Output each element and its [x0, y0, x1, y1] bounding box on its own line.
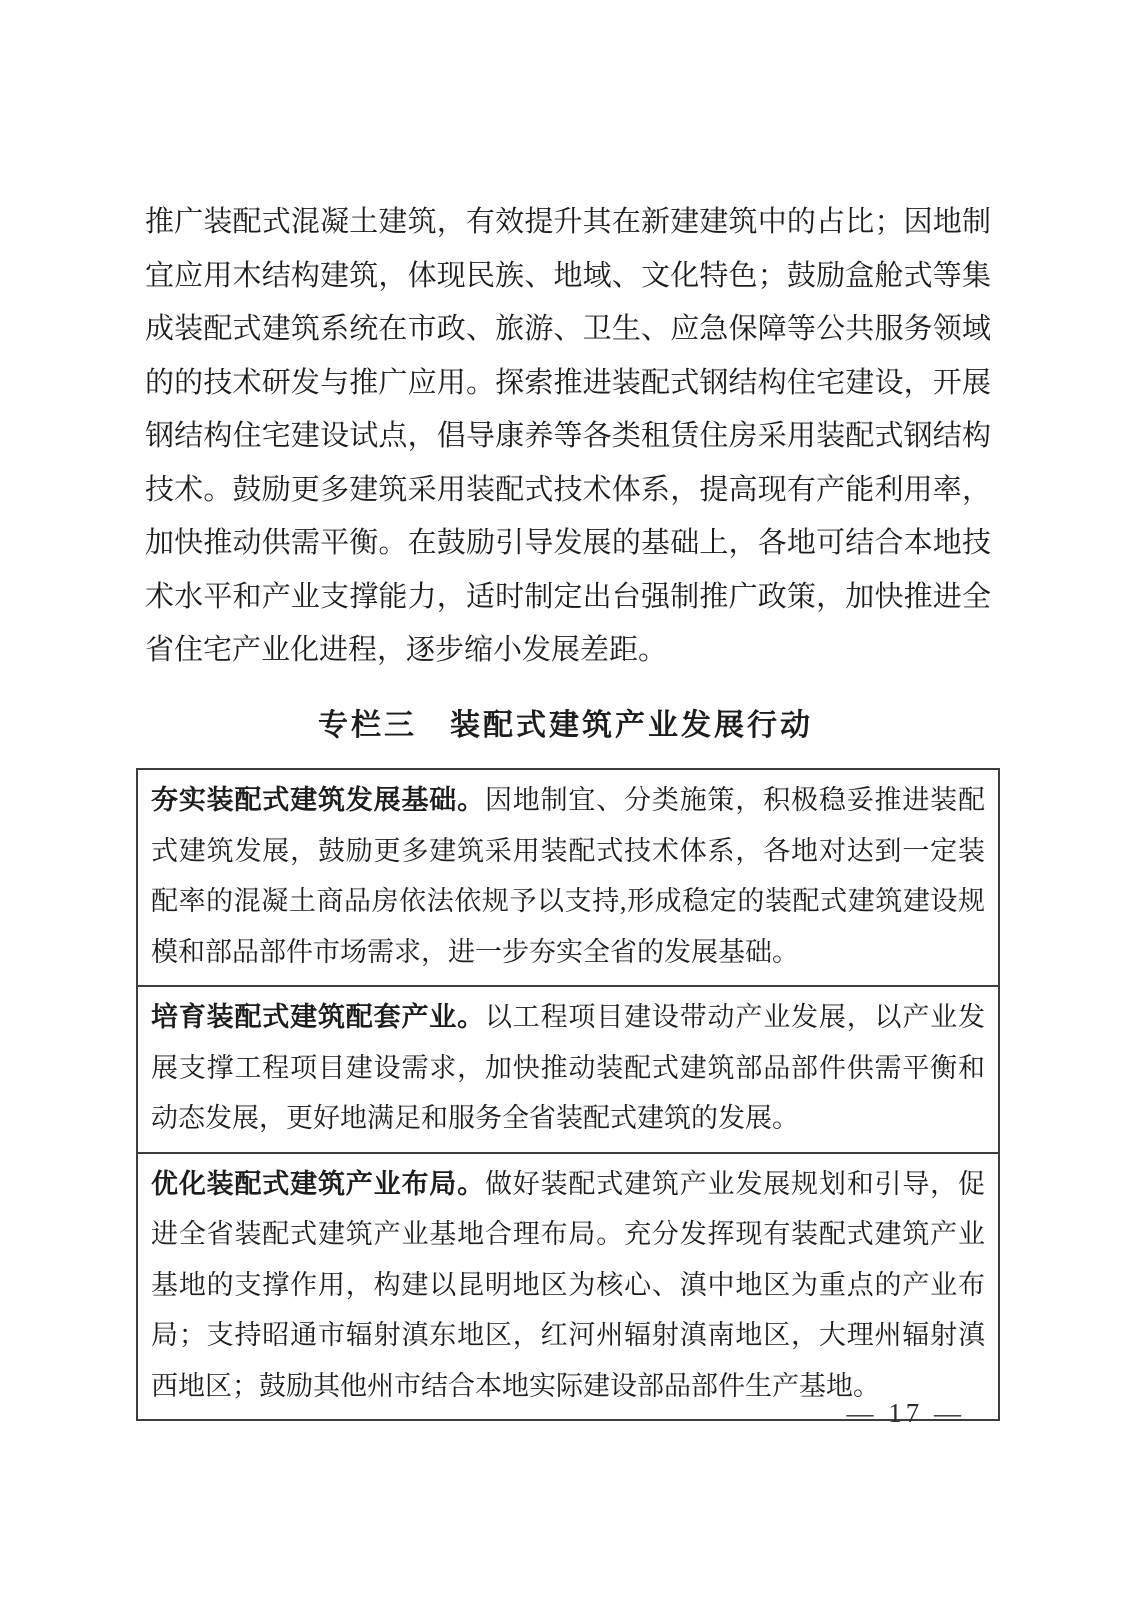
box-section-consolidate-foundation: [138, 770, 998, 987]
column-heading: 专栏三 装配式建筑产业发展行动: [318, 709, 813, 742]
section-lead: 夯实装配式建筑发展基础。: [151, 785, 485, 815]
section-text: 因地制宜、分类施策，积极稳妥推进装配式建筑发展，鼓励更多建筑采用装配式技术体系，各地对达到一定装配率的混凝土商品房依法依规予以支持,形成稳定的装配式建筑建设规模和部品部件市场需求，进一步夯实全省的发展基础。: [151, 785, 986, 967]
section-text: 以工程项目建设带动产业发展，以产业发展支撑工程项目建设需求，加快推动装配式建筑部品部件供需平衡和动态发展，更好地满足和服务全省装配式建筑的发展。: [151, 1002, 986, 1133]
box-section-optimize-industry-layout: [138, 1154, 998, 1420]
section-text: 做好装配式建筑产业发展规划和引导，促进全省装配式建筑产业基地合理布局。充分发挥现有装配式建筑产业基地的支撑作用，构建以昆明地区为核心、滇中地区为重点的产业布局；支持昭通市辐射滇东地区，红河州辐射滇南地区，大理州辐射滇西地区；鼓励其他州市结合本地实际建设部品部件生产基地。: [151, 1168, 986, 1401]
paragraph-line: 钢结构住宅建设试点，倡导康养等各类租赁住房采用装配式钢结构: [145, 420, 991, 452]
page-number: — 17 —: [846, 1398, 965, 1428]
paragraph-line: 省住宅产业化进程，逐步缩小发展差距。: [145, 634, 668, 666]
box-section-cultivate-supporting-industry: [138, 987, 998, 1154]
paragraph-line: 推广装配式混凝土建筑，有效提升其在新建建筑中的占比；因地制: [145, 206, 991, 238]
paragraph-line: 成装配式建筑系统在市政、旅游、卫生、应急保障等公共服务领域: [145, 313, 991, 345]
paragraph-line: 术水平和产业支撑能力，适时制定出台强制推广政策，加快推进全: [145, 580, 991, 613]
paragraph-line: 的的技术研发与推广应用。探索推进装配式钢结构住宅建设，开展: [145, 366, 991, 399]
paragraph-line: 宜应用木结构建筑，体现民族、地域、文化特色；鼓励盒舱式等集: [145, 259, 991, 292]
feature-box: [136, 768, 1000, 1421]
section-lead: 优化装配式建筑产业布局。: [151, 1168, 485, 1199]
body-paragraph: [145, 196, 991, 678]
paragraph-line: 加快推动供需平衡。在鼓励引导发展的基础上，各地可结合本地技: [145, 527, 991, 559]
section-lead: 培育装配式建筑配套产业。: [151, 1002, 485, 1032]
paragraph-line: 技术。鼓励更多建筑采用装配式技术体系，提高现有产能利用率，: [145, 473, 991, 506]
